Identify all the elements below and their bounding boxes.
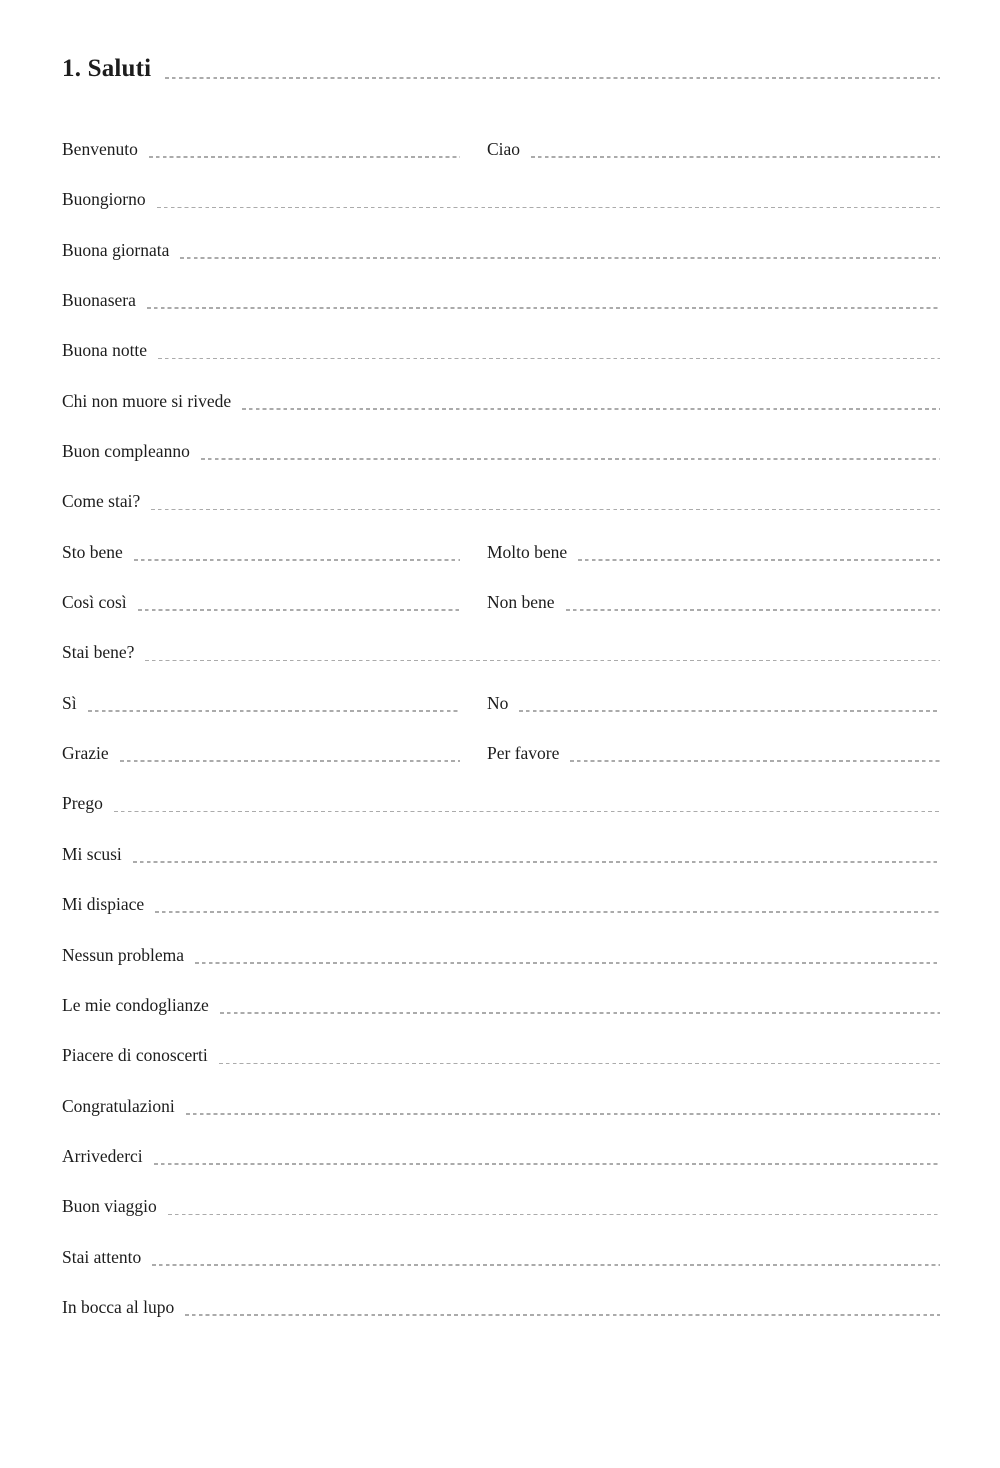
fill-in-line — [186, 1113, 940, 1115]
vocab-cell — [62, 1081, 940, 1131]
worksheet-row — [62, 476, 940, 526]
section-title-fill-in-line — [165, 77, 940, 79]
fill-in-line — [157, 207, 940, 209]
fill-in-line — [138, 609, 460, 611]
vocab-term: Buona notte — [62, 340, 148, 361]
vocab-cell — [487, 124, 940, 174]
worksheet-row — [62, 980, 940, 1030]
fill-in-line — [185, 1314, 940, 1316]
vocab-cell — [62, 1181, 940, 1231]
vocab-cell — [62, 325, 940, 375]
vocab-cell — [62, 476, 940, 526]
worksheet-row — [62, 1131, 940, 1181]
section-heading — [62, 54, 940, 84]
worksheet-row — [62, 275, 940, 325]
vocab-term: Mi scusi — [62, 843, 122, 864]
vocab-cell — [62, 930, 940, 980]
vocab-term: Mi dispiace — [62, 894, 145, 915]
fill-in-line — [242, 408, 940, 410]
vocab-cell — [62, 1282, 940, 1332]
worksheet-row — [62, 678, 940, 728]
worksheet-row — [62, 1282, 940, 1332]
worksheet-row — [62, 1181, 940, 1231]
fill-in-line — [578, 559, 940, 561]
worksheet-page — [0, 54, 1000, 1468]
vocab-term: Buonasera — [62, 290, 136, 311]
fill-in-line — [154, 1163, 940, 1165]
vocab-term: Le mie condoglianze — [62, 994, 209, 1015]
vocab-term: Stai bene? — [62, 642, 135, 663]
fill-in-line — [151, 509, 940, 511]
vocab-term: In bocca al lupo — [62, 1296, 175, 1317]
fill-in-line — [158, 358, 940, 360]
vocab-term: Buongiorno — [62, 189, 146, 210]
vocab-cell — [62, 678, 460, 728]
fill-in-line — [219, 1063, 940, 1065]
fill-in-line — [570, 760, 940, 762]
vocab-cell — [487, 527, 940, 577]
fill-in-line — [195, 962, 940, 964]
vocab-cell — [62, 829, 940, 879]
vocab-cell — [62, 879, 940, 929]
fill-in-line — [168, 1214, 940, 1216]
vocab-term: Sì — [62, 692, 77, 713]
fill-in-line — [152, 1264, 940, 1266]
vocab-list — [62, 124, 940, 1332]
vocab-cell — [62, 426, 940, 476]
vocab-term: Grazie — [62, 743, 109, 764]
worksheet-row — [62, 1030, 940, 1080]
worksheet-row — [62, 930, 940, 980]
worksheet-row — [62, 124, 940, 174]
worksheet-row — [62, 627, 940, 677]
fill-in-line — [201, 458, 940, 460]
vocab-term: Non bene — [487, 592, 555, 613]
vocab-term: Chi non muore si rivede — [62, 390, 232, 411]
vocab-term: Ciao — [487, 139, 521, 159]
fill-in-line — [88, 710, 460, 712]
vocab-term: Arrivederci — [62, 1145, 143, 1166]
worksheet-row — [62, 829, 940, 879]
fill-in-line — [531, 156, 940, 158]
vocab-term: Sto bene — [62, 541, 123, 562]
fill-in-line — [149, 156, 460, 158]
fill-in-line — [120, 760, 460, 762]
vocab-term: Come stai? — [62, 491, 141, 512]
vocab-term: Per favore — [487, 743, 560, 764]
vocab-cell — [62, 627, 940, 677]
vocab-cell — [62, 778, 940, 828]
vocab-cell — [62, 1030, 940, 1080]
vocab-term: Buona giornata — [62, 239, 170, 260]
fill-in-line — [145, 660, 940, 662]
vocab-cell — [62, 728, 460, 778]
vocab-term: Prego — [62, 793, 103, 814]
vocab-cell — [62, 124, 460, 174]
vocab-cell — [487, 678, 940, 728]
fill-in-line — [155, 911, 940, 913]
vocab-term: No — [487, 692, 509, 713]
vocab-term: Molto bene — [487, 541, 568, 562]
fill-in-line — [133, 861, 940, 863]
vocab-cell — [62, 1131, 940, 1181]
vocab-term: Nessun problema — [62, 944, 184, 965]
vocab-term: Congratulazioni — [62, 1095, 175, 1116]
worksheet-row — [62, 778, 940, 828]
vocab-cell — [62, 174, 940, 224]
vocab-cell — [62, 1232, 940, 1282]
worksheet-row — [62, 1232, 940, 1282]
fill-in-line — [147, 307, 940, 309]
worksheet-row — [62, 325, 940, 375]
vocab-cell — [487, 728, 940, 778]
fill-in-line — [114, 811, 940, 813]
worksheet-row — [62, 728, 940, 778]
vocab-term: Buon compleanno — [62, 441, 190, 462]
vocab-term: Piacere di conoscerti — [62, 1045, 208, 1066]
vocab-cell — [62, 577, 460, 627]
fill-in-line — [519, 710, 940, 712]
vocab-cell — [62, 225, 940, 275]
worksheet-row — [62, 879, 940, 929]
vocab-cell — [62, 527, 460, 577]
vocab-term: Così così — [62, 592, 127, 613]
worksheet-row — [62, 174, 940, 224]
worksheet-row — [62, 376, 940, 426]
worksheet-row — [62, 577, 940, 627]
worksheet-row — [62, 225, 940, 275]
worksheet-row — [62, 1081, 940, 1131]
worksheet-row — [62, 527, 940, 577]
fill-in-line — [566, 609, 940, 611]
vocab-term: Benvenuto — [62, 139, 138, 159]
fill-in-line — [134, 559, 460, 561]
fill-in-line — [180, 257, 940, 259]
vocab-cell — [62, 275, 940, 325]
section-title: 1. Saluti — [62, 55, 152, 82]
fill-in-line — [220, 1012, 940, 1014]
worksheet-row — [62, 426, 940, 476]
vocab-cell — [62, 980, 940, 1030]
vocab-cell — [62, 376, 940, 426]
vocab-term: Buon viaggio — [62, 1196, 157, 1217]
vocab-term: Stai attento — [62, 1246, 142, 1267]
vocab-cell — [487, 577, 940, 627]
